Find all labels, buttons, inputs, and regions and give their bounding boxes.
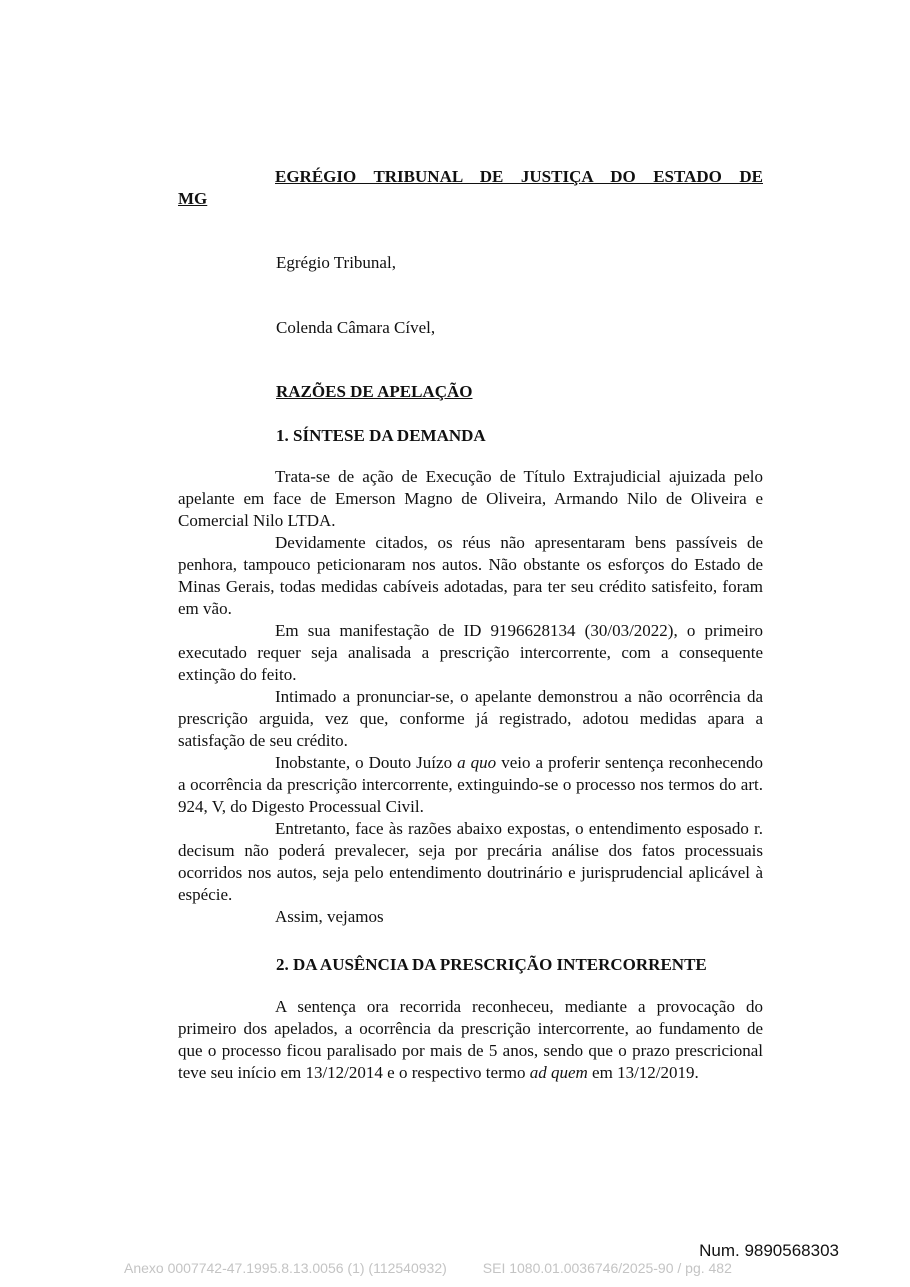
salutation-camara: Colenda Câmara Cível, [276, 318, 436, 337]
paragraph-8-start: A sentença ora recorrida reconheceu, mediante a provocação do primeiro dos apelados, a ocorrência da prescrição intercorrente, ao fundamento de que o processo ficou paralisado por mais de 5 anos, sendo que o prazo prescricional teve seu início em 13/12/2014 e o respectivo termo [178, 997, 763, 1082]
paragraph-1: Trata-se de ação de Execução de Título Extrajudicial ajuizada pelo apelante em face de Emerson Magno de Oliveira, Armando Nilo de Oliveira e Comercial Nilo LTDA. [178, 467, 763, 530]
footer-left: Anexo 0007742-47.1995.8.13.0056 (1) (112540932) [124, 1260, 447, 1276]
paragraph-5-end: veio a proferir sentença reconhecendo a ocorrência da prescrição intercorrente, extinguindo-se o processo nos termos do art. 924, V, do Digesto Processual Civil. [178, 753, 764, 816]
footer-right: SEI 1080.01.0036746/2025-90 / pg. 482 [482, 1260, 732, 1276]
section-2-title: 2. DA AUSÊNCIA DA PRESCRIÇÃO INTERCORRENTE [276, 955, 707, 974]
paragraph-7: Assim, vejamos [275, 907, 384, 926]
paragraph-6: Entretanto, face às razões abaixo expostas, o entendimento esposado r. decisum não poderá prevalecer, seja por precária análise dos fatos processuais ocorridos nos autos, seja pelo entendimento doutrinário e jurisprudencial aplicável à espécie. [178, 819, 763, 904]
document-number: Num. 9890568303 [699, 1241, 839, 1260]
section-2-body [178, 996, 763, 1084]
salutation-tribunal: Egrégio Tribunal, [276, 253, 396, 272]
paragraph-8-end: em 13/12/2019. [587, 1063, 699, 1082]
document-title: RAZÕES DE APELAÇÃO [276, 382, 473, 401]
section-1-title: 1. SÍNTESE DA DEMANDA [276, 426, 486, 445]
paragraph-2: Devidamente citados, os réus não apresentaram bens passíveis de penhora, tampouco peticionaram nos autos. Não obstante os esforços do Estado de Minas Gerais, todas medidas cabíveis adotadas, para ter seu crédito satisfeito, foram em vão. [178, 533, 763, 618]
court-heading [178, 166, 763, 188]
paragraph-3: Em sua manifestação de ID 9196628134 (30/03/2022), o primeiro executado requer seja analisada a prescrição intercorrente, com a consequente extinção do feito. [178, 621, 763, 684]
paragraph-4: Intimado a pronunciar-se, o apelante demonstrou a não ocorrência da prescrição arguida, vez que, conforme já registrado, adotou medidas apara a satisfação de seu crédito. [178, 687, 763, 750]
paragraph-5 [178, 752, 763, 818]
footer-stamp [124, 1257, 732, 1279]
paragraph-8-italic: ad quem [529, 1063, 588, 1082]
paragraph-5-start: Inobstante, o Douto Juízo [275, 753, 458, 772]
section-1-body [178, 466, 763, 928]
court-heading-line1: EGRÉGIO TRIBUNAL DE JUSTIÇA DO ESTADO DE [275, 167, 763, 186]
court-heading-line2: MG [178, 189, 208, 208]
paragraph-8 [178, 996, 763, 1084]
paragraph-5-italic: a quo [457, 753, 497, 772]
